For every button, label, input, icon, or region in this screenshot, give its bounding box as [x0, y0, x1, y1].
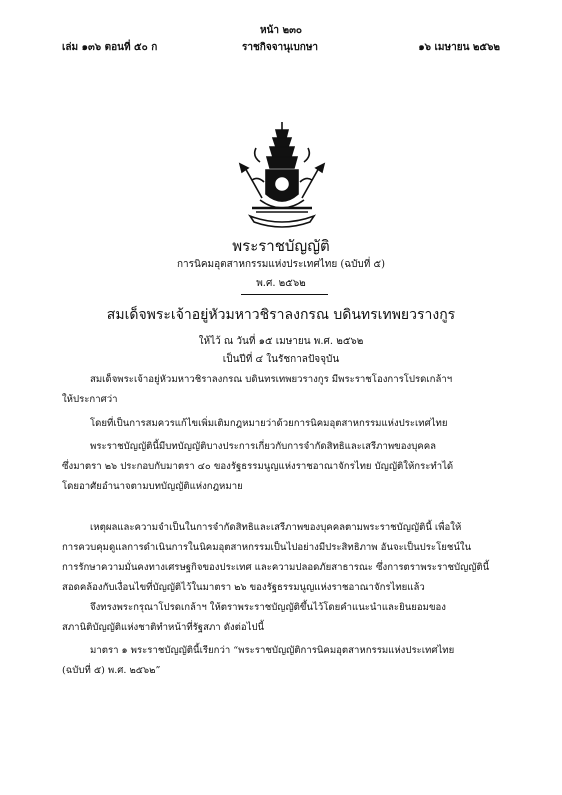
section-1	[62, 641, 500, 681]
gazette-name: ราชกิจจานุเบกษา	[242, 42, 319, 53]
paragraph-line: มาตรา ๑ พระราชบัญญัตินี้เรียกว่า “พระราชบัญญัติการนิคมอุตสาหกรรมแห่งประเทศไทย	[90, 645, 455, 656]
volume-issue: เล่ม ๑๓๖ ตอนที่ ๕๐ ก	[62, 42, 158, 53]
reign-year: เป็นปีที่ ๔ ในรัชกาลปัจจุบัน	[222, 354, 340, 365]
paragraph-line: สอดคล้องกับเงื่อนไขที่บัญญัติไว้ในมาตรา ๒๖ ของรัฐธรรมนูญแห่งราชอาณาจักรไทยแล้ว	[62, 582, 425, 593]
act-subtitle: การนิคมอุตสาหกรรมแห่งประเทศไทย (ฉบับที่ ๕)	[176, 259, 386, 270]
gazette-date: ๑๖ เมษายน ๒๕๖๒	[418, 42, 500, 53]
act-title: พระราชบัญญัติ	[232, 237, 330, 255]
paragraph-line: โดยอาศัยอำนาจตามบทบัญญัติแห่งกฎหมาย	[62, 481, 243, 492]
king-name: สมเด็จพระเจ้าอยู่หัวมหาวชิราลงกรณ บดินทรเทพยวรางกูร	[106, 307, 456, 323]
paragraph-line: สมเด็จพระเจ้าอยู่หัวมหาวชิราลงกรณ บดินทรเทพยวรางกูร มีพระราชโองการโปรดเกล้าฯ	[90, 374, 453, 385]
paragraph-line: โดยที่เป็นการสมควรแก้ไขเพิ่มเติมกฎหมายว่าด้วยการนิคมอุตสาหกรรมแห่งประเทศไทย	[90, 418, 448, 429]
paragraph-line: ให้ประกาศว่า	[62, 394, 118, 405]
paragraph-line: พระราชบัญญัตินี้มีบทบัญญัติบางประการเกี่ยวกับการจำกัดสิทธิและเสรีภาพของบุคคล	[90, 441, 436, 452]
act-year: พ.ศ. ๒๕๖๒	[256, 278, 306, 289]
paragraph-line: (ฉบับที่ ๕) พ.ศ. ๒๕๖๒”	[62, 665, 161, 676]
paragraph-line: สภานิติบัญญัติแห่งชาติทำหน้าที่รัฐสภา ดังต่อไปนี้	[62, 622, 265, 633]
given-date: ให้ไว้ ณ วันที่ ๑๕ เมษายน พ.ศ. ๒๕๖๒	[198, 336, 364, 347]
paragraph-justification	[62, 518, 500, 598]
paragraph-line: การรักษาความมั่นคงทางเศรษฐกิจของประเทศ และความปลอดภัยสาธารณะ ซึ่งการตราพระราชบัญญัตินี้	[62, 562, 490, 573]
paragraph-proclamation	[62, 370, 500, 410]
paragraph-line: ซึ่งมาตรา ๒๖ ประกอบกับมาตรา ๔๐ ของรัฐธรรมนูญแห่งราชอาณาจักรไทย บัญญัติให้กระทำได้	[62, 461, 454, 472]
paragraph-line: จึงทรงพระกรุณาโปรดเกล้าฯ ให้ตราพระราชบัญญัติขึ้นไว้โดยคำแนะนำและยินยอมของ	[90, 602, 446, 613]
paragraph-line: เหตุผลและความจำเป็นในการจำกัดสิทธิและเสรีภาพของบุคคลตามพระราชบัญญัตินี้ เพื่อให้	[90, 522, 462, 533]
paragraph-enactment	[62, 598, 500, 638]
paragraph-reason	[62, 414, 500, 434]
paragraph-rights-limitation	[62, 437, 500, 497]
royal-emblem-icon	[230, 120, 334, 228]
title-divider	[241, 294, 328, 295]
page-number: หน้า ๒๓๐	[259, 25, 303, 36]
paragraph-line: การควบคุมดูแลการดำเนินการในนิคมอุตสาหกรรมเป็นไปอย่างมีประสิทธิภาพ อันจะเป็นประโยชน์ใน	[62, 542, 472, 553]
